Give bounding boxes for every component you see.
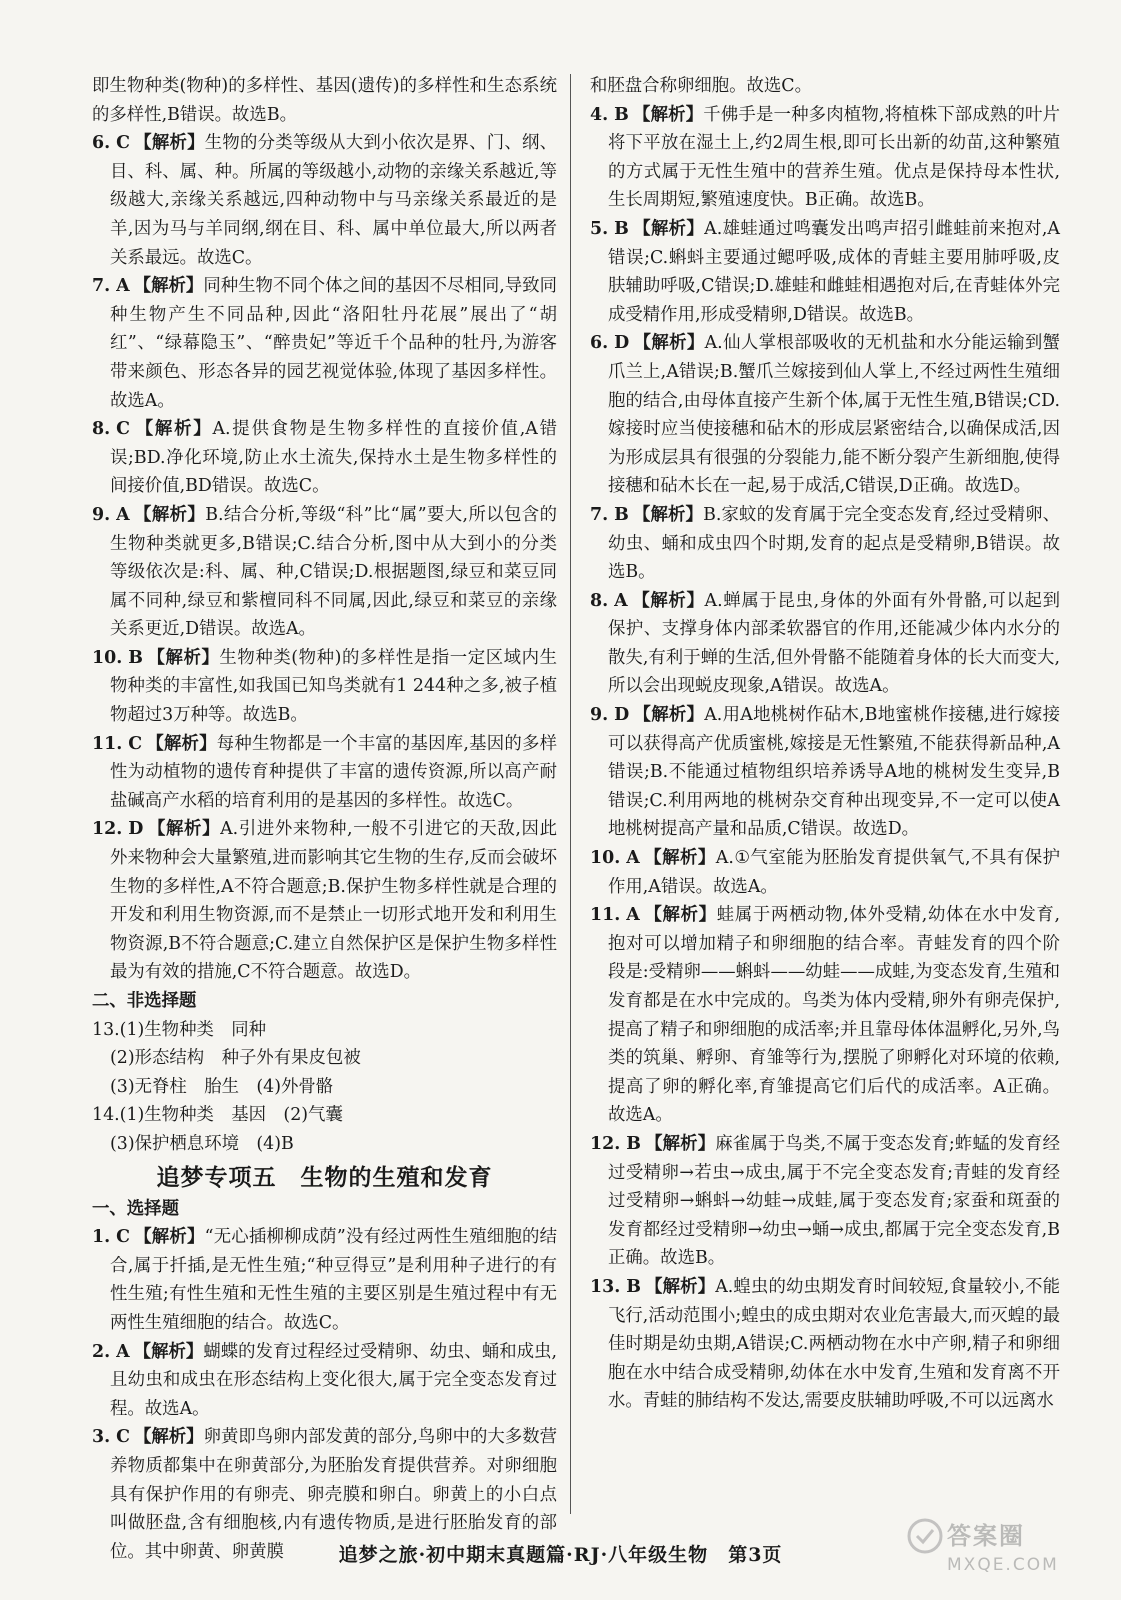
watermark-url: MXQE.COM [947,1555,1059,1575]
analysis-tag: 【解析】 [643,848,716,869]
left-column [92,72,557,1566]
analysis-text: 蛙属于两栖动物,体外受精,幼体在水中发育,抱对可以增加精子和卵细胞的结合率。青蛙发育的四个阶段是:受精卵——蝌蚪——幼蛙——成蛙,为变态发育,生殖和发育都是在水中完成的。鸟类为体内受精,卵外有卵壳保护,提高了精子和卵细胞的成活率;并且靠母体体温孵化,另外,鸟类的筑巢、孵卵、育雏等行为,摆脱了卵孵化对环境的依赖,提高了卵的孵化率,育雏提高它们后代的成活率。A正确。故选A。 [608,905,1060,1126]
question-number: 12. [590,1133,621,1154]
answer-item [590,501,1060,587]
analysis-tag: 【解析】 [632,504,704,525]
q13-line-3: (3)无脊柱 胎生 (4)外骨骼 [110,1076,334,1097]
analysis-tag: 【解析】 [133,1341,204,1362]
analysis-text: A.①气室能为胚胎发育提供氧气,不具有保护作用,A错误。故选A。 [608,848,1060,897]
answer-letter: B [626,1276,641,1297]
question-number: 13. [590,1276,621,1297]
answer-letter: A [116,1341,130,1362]
answer-item [92,129,557,272]
answer-item [590,215,1060,329]
analysis-text: 每种生物都是一个丰富的基因库,基因的多样性为动植物的遗传育种提供了丰富的遗传资源,所以高产耐盐碱高产水稻的培育利用的是基因的多样性。故选C。 [110,733,557,811]
answer-item [92,72,557,129]
question-number: 9. [590,705,609,726]
answer-item [590,1273,1060,1416]
right-column [590,72,1060,1416]
answer-letter: B [614,504,629,525]
analysis-text: 同种生物不同个体之间的基因不尽相同,导致同种生物产生不同品种,因此“洛阳牡丹花展”展出了“胡红”、“绿幕隐玉”、“醉贵妃”等近千个品种的牡丹,为游客带来颜色、形态各异的园艺视觉体验,体现了基因多样性。故选A。 [110,276,557,411]
answer-item [92,415,557,501]
q14-line-2: (3)保护栖息环境 (4)B [110,1133,294,1154]
analysis-text: B.结合分析,等级“科”比“属”要大,所以包含的生物种类就更多,B错误;C.结合分析,图中从大到小的分类等级依次是:科、属、种,C错误;D.根据题图,绿豆和菜豆同属不同种,绿豆和紫檀同科不同属,因此,绿豆和菜豆的亲缘关系更近,D错误。故选A。 [110,504,557,640]
answer-letter: B [626,1133,641,1154]
answer-letter: A [626,905,640,926]
answer-item [92,272,557,415]
section-heading-choice: 一、选择题 [92,1198,179,1219]
answer-letter: B [128,647,143,668]
analysis-text: A.蝉属于昆虫,身体的外面有外骨骼,可以起到保护、支撑身体内部柔软器官的作用,还能减少体内水分的散失,有利于蝉的生活,但外骨骼不能随着身体的长大而变大,所以会出现蜕皮现象,A错误。故选A。 [608,590,1060,697]
answer-item [590,701,1060,844]
question-number: 12. [92,819,123,840]
answer-item [92,644,557,730]
analysis-tag: 【解析】 [134,1227,205,1248]
answer-letter: C [116,133,130,154]
question-number: 11. [590,905,621,926]
analysis-tag: 【解析】 [146,647,220,668]
q14-line-1: 14.(1)生物种类 基因 (2)气囊 [92,1105,343,1126]
answer-item [590,329,1060,501]
answer-letter: C [116,419,130,440]
question-number: 7. [590,504,609,525]
analysis-text: 生物的分类等级从大到小依次是界、门、纲、目、科、属、种。所属的等级越小,动物的亲缘关系越近,等级越大,亲缘关系越远,四种动物中与马亲缘关系最近的是羊,因为马与羊同纲,纲在目、科、属中单位最大,所以两者关系最远。故选C。 [110,133,557,268]
analysis-text: A.引进外来物种,一般不引进它的天敌,因此外来物种会大量繁殖,进而影响其它生物的生存,反而会破坏生物的多样性,A不符合题意;B.保护生物多样性就是合理的开发和利用生物资源,而不是禁止一切形式地开发和利用生物资源,B不符合题意;C.建立自然保护区是保护生物多样性最为有效的措施,C不符合题意。故选D。 [110,819,557,983]
question-number: 8. [92,419,111,440]
analysis-text: A.雄蛙通过鸣囊发出鸣声招引雌蛙前来抱对,A错误;C.蝌蚪主要通过鳃呼吸,成体的青蛙主要用肺呼吸,皮肤辅助呼吸,C错误;D.雄蛙和雌蛙相遇抱对后,在青蛙体外完成受精作用,形成受精卵,D错误。故选B。 [608,218,1060,325]
answer-item [92,730,557,816]
answer-item [92,1338,557,1424]
answer-letter: A [116,276,130,297]
answer-letter: C [128,733,143,754]
answer-item [92,815,557,987]
question-number: 5. [590,218,609,239]
answer-item [590,1130,1060,1273]
analysis-tag: 【解析】 [633,705,705,726]
analysis-tag: 【解析】 [133,504,206,525]
question-number: 9. [92,504,111,525]
analysis-tag: 【解析】 [134,419,213,440]
question-number: 10. [590,848,621,869]
analysis-text: 生物种类(物种)的多样性是指一定区域内生物种类的丰富性,如我国已知鸟类就有1 244种之多,被子植物超过3万种等。故选B。 [110,647,557,726]
analysis-tag: 【解析】 [134,133,205,154]
question-number: 6. [92,133,111,154]
answer-continuation: 即生物种类(物种)的多样性、基因(遗传)的多样性和生态系统的多样性,B错误。故选B。 [92,76,557,125]
analysis-tag: 【解析】 [633,333,705,354]
column-divider [570,74,571,1514]
analysis-tag: 【解析】 [147,819,221,840]
topic-title: 追梦专项五 生物的生殖和发育 [156,1163,493,1191]
analysis-text: “无心插柳柳成荫”没有经过两性生殖细胞的结合,属于扦插,是无性生殖;“种豆得豆”是利用种子进行的有性生殖;有性生殖和无性生殖的主要区别是生殖过程中有无两性生殖细胞的结合。故选C。 [110,1227,557,1333]
answer-letter: A [626,848,640,869]
answer-item [590,844,1060,901]
analysis-text: A.仙人掌根部吸收的无机盐和水分能运输到蟹爪兰上,A错误;B.蟹爪兰嫁接到仙人掌上,不经过两性生殖细胞的结合,由母体直接产生新个体,属于无性生殖,B错误;CD.嫁接时应当使接穗和砧木的形成层紧密结合,以确保成活,因为形成层具有很强的分裂能力,能不断分裂产生新细胞,使得接穗和砧木长在一起,易于成活,C错误,D正确。故选D。 [608,333,1060,497]
answer-letter: D [614,705,630,726]
question-number: 11. [92,733,123,754]
answer-letter: C [116,1227,130,1248]
analysis-tag: 【解析】 [632,104,704,125]
answer-letter: C [116,1427,130,1448]
analysis-tag: 【解析】 [134,1427,204,1448]
question-number: 7. [92,276,111,297]
analysis-text: 千佛手是一种多肉植物,将植株下部成熟的叶片将下平放在湿土上,约2周生根,即可长出新的幼苗,这种繁殖的方式属于无性生殖中的营养生殖。优点是保持母本性状,生长周期短,繁殖速度快。B正确。故选B。 [608,104,1060,211]
answer-item [590,901,1060,1130]
q13-line-2: (2)形态结构 种子外有果皮包被 [110,1048,361,1069]
answer-letter: D [128,819,144,840]
answer-item [590,72,1060,101]
answer-item [92,501,557,644]
analysis-text: A.蝗虫的幼虫期发育时间较短,食量较小,不能飞行,活动范围小;蝗虫的成虫期对农业危害最大,而灭蝗的最佳时期是幼虫期,A错误;C.两栖动物在水中产卵,精子和卵细胞在水中结合成受精卵,幼体在水中发育,生殖和发育离不开水。青蛙的肺结构不发达,需要皮肤辅助呼吸,不可以远离水 [608,1276,1060,1412]
analysis-text: 麻雀属于鸟类,不属于变态发育;蚱蜢的发育经过受精卵→若虫→成虫,属于不完全变态发育;青蛙的发育经过受精卵→蝌蚪→幼蛙→成蛙,属于变态发育;家蚕和斑蚕的发育都经过受精卵→幼虫→蛹→成虫,都属于完全变态发育,B正确。故选B。 [608,1133,1060,1269]
question-number: 10. [92,647,123,668]
question-number: 3. [92,1427,111,1448]
analysis-tag: 【解析】 [631,590,705,611]
analysis-text: A.提供食物是生物多样性的直接价值,A错误;BD.净化环境,防止水土流失,保持水土是生物多样性的间接价值,BD错误。故选C。 [110,419,557,497]
section-heading-non-choice: 二、非选择题 [92,991,197,1011]
analysis-tag: 【解析】 [644,1276,716,1297]
analysis-text: A.用A地桃树作砧木,B地蜜桃作接穗,进行嫁接可以获得高产优质蜜桃,嫁接是无性繁殖,不能获得新品种,A错误;B.不能通过植物组织培养诱导A地的桃树发生变异,B错误;C.利用两地的桃树杂交育种出现变异,不一定可以使A地桃树提高产量和品质,C错误。故选D。 [608,705,1060,840]
answer-item [92,1223,557,1337]
analysis-text: B.家蚊的发育属于完全变态发育,经过受精卵、幼虫、蛹和成虫四个时期,发育的起点是受精卵,B错误。故选B。 [608,504,1060,583]
question-number: 6. [590,333,609,354]
answer-item [590,101,1060,215]
question-number: 2. [92,1341,111,1362]
analysis-text: 蝴蝶的发育过程经过受精卵、幼虫、蛹和成虫,且幼虫和成虫在形态结构上变化很大,属于完全变态发育过程。故选A。 [110,1341,557,1419]
q13-line-1: 13.(1)生物种类 同种 [92,1019,267,1040]
watermark-logo [903,1508,1093,1578]
analysis-tag: 【解析】 [133,276,204,297]
analysis-tag: 【解析】 [146,733,217,754]
answer-letter: A [614,590,628,611]
watermark-title: 答案圈 [947,1522,1025,1550]
analysis-tag: 【解析】 [643,905,717,926]
analysis-tag: 【解析】 [644,1133,716,1154]
analysis-tag: 【解析】 [632,218,705,239]
answer-continuation: 和胚盘合称卵细胞。故选C。 [590,76,812,96]
answer-letter: A [116,504,130,525]
question-number: 1. [92,1227,111,1248]
answer-letter: B [614,218,629,239]
question-number: 8. [590,590,609,611]
question-number: 4. [590,104,609,125]
answer-letter: B [614,104,629,125]
page-footer: 追梦之旅·初中期末真题篇·RJ·八年级生物 第3页 [338,1544,783,1566]
analysis-text: 卵黄即鸟卵内部发黄的部分,鸟卵中的大多数营养物质都集中在卵黄部分,为胚胎发育提供营养。对卵细胞具有保护作用的有卵壳、卵壳膜和卵白。卵黄上的小白点叫做胚盘,含有细胞核,内有遗传物质,是进行胚胎发育的部位。其中卵黄、卵黄膜 [110,1427,557,1562]
answer-item [590,587,1060,701]
answer-letter: D [614,333,630,354]
